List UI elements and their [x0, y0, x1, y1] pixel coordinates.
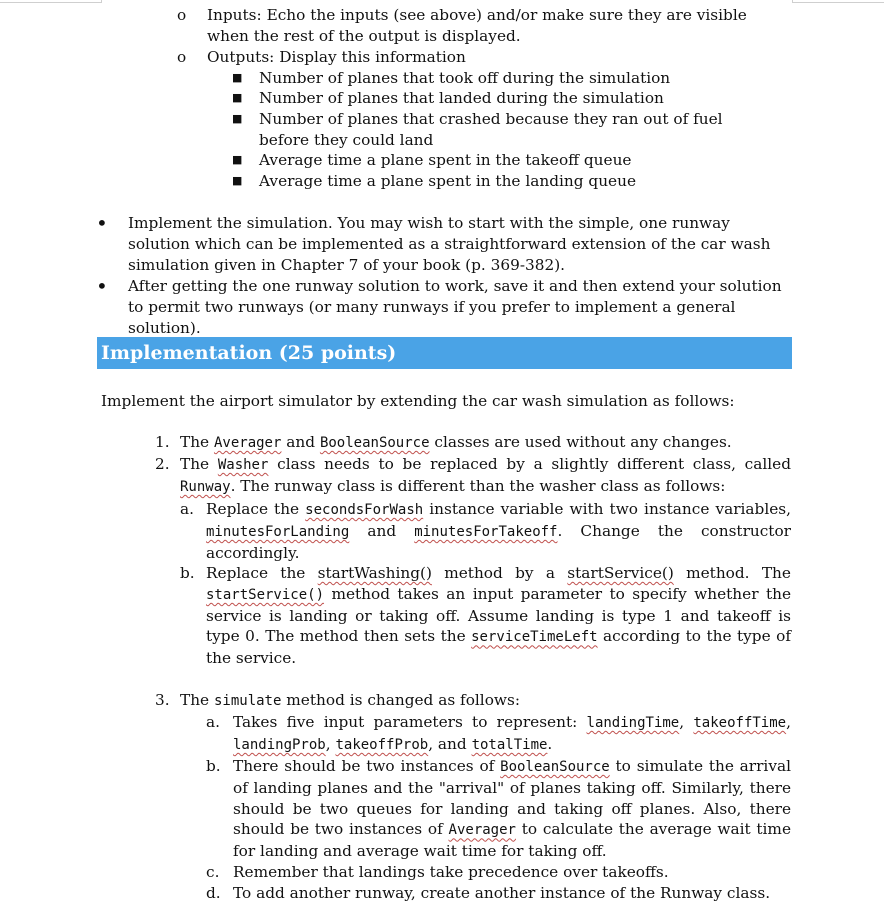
- item-text: Remember that landings take precedence over takeoffs.: [233, 863, 669, 881]
- task-bullet-text: After getting the one runway solution to work, save it and then extend your solution to permit two runways (or many runways if you prefer to implement a general solution).: [128, 277, 782, 337]
- item-text: and: [286, 433, 316, 451]
- method-term: startWashing(): [317, 564, 432, 582]
- sub-item-3d: [206, 883, 791, 904]
- output-item: [232, 150, 772, 171]
- outputs-text: Display this information: [279, 48, 466, 66]
- sub-item-3a: [206, 712, 791, 756]
- task-bullet: [96, 213, 788, 275]
- outputs-label: Outputs:: [207, 48, 275, 66]
- code-term: secondsForWash: [305, 502, 424, 518]
- hollow-circle-bullet-icon: o: [177, 48, 187, 66]
- output-item: [232, 88, 772, 109]
- square-bullet-icon: ■: [232, 153, 243, 166]
- sub-item-marker: b.: [206, 757, 221, 775]
- sub-item-3c: [206, 862, 791, 883]
- item-text: class needs to be replaced by a slightly different class, called: [277, 455, 791, 473]
- item-text: ,: [679, 713, 685, 731]
- item-text: method. The: [686, 564, 791, 582]
- output-item-text: Number of planes that landed during the simulation: [259, 89, 664, 107]
- item-text: to simulate the arrival of landing planes and the "arrival" of planes taking off. Similarly, there should be two queues for landing and taking off planes. Also, there should be two instances of: [233, 757, 791, 839]
- sub-item-marker: d.: [206, 884, 221, 902]
- task-bullet-text: Implement the simulation. You may wish to start with the simple, one runway solution which can be implemented as a straightforward extension of the car wash simulation given in Chapter 7 of your book (p. 369-382).: [128, 214, 771, 274]
- output-item: [232, 68, 772, 89]
- code-term: BooleanSource: [319, 435, 430, 451]
- sub-item-3b: [206, 756, 791, 862]
- item-text: To add another runway, create another instance of the Runway class.: [233, 884, 771, 902]
- square-bullet-icon: ■: [232, 174, 243, 187]
- item-text: .: [547, 734, 553, 753]
- page-corner-mark-left: [0, 0, 102, 3]
- code-term: minutesForTakeoff: [414, 523, 558, 540]
- item-text: instance variable with two instance variables,: [429, 500, 791, 518]
- code-term: landingTime: [586, 715, 680, 731]
- numbered-item-2: [155, 454, 791, 498]
- code-term: serviceTimeLeft: [471, 629, 598, 646]
- numbered-item-1: [155, 432, 795, 454]
- item-text: Takes five input parameters to represent:: [233, 713, 578, 731]
- outputs-bullet: [177, 47, 787, 68]
- item-text: according to the type of the service.: [206, 627, 791, 668]
- numbered-item-3: [155, 690, 795, 712]
- inputs-bullet: [177, 5, 787, 47]
- output-item-text: Number of planes that took off during the simulation: [259, 69, 671, 87]
- code-term: Averager: [213, 435, 282, 451]
- task-bullet: [96, 276, 788, 338]
- sub-item-2b: [180, 563, 791, 669]
- intro-paragraph: Implement the airport simulator by extending the car wash simulation as follows:: [101, 392, 735, 410]
- output-item-text: Average time a plane spent in the landing queue: [259, 172, 637, 190]
- output-item-text: Average time a plane spent in the takeoff queue: [259, 151, 632, 169]
- code-term: startService(): [206, 586, 325, 603]
- code-term: totalTime: [471, 736, 548, 753]
- code-term: BooleanSource: [500, 759, 610, 775]
- item-text: ,: [786, 713, 791, 731]
- code-term: Runway: [180, 478, 231, 495]
- filled-bullet-icon: •: [96, 211, 108, 235]
- item-number: 2.: [155, 455, 170, 473]
- item-text: to calculate the average wait time for landing and average wait time for taking off.: [233, 820, 791, 861]
- item-text: ,: [325, 734, 331, 753]
- sub-item-marker: c.: [206, 863, 220, 881]
- square-bullet-icon: ■: [232, 112, 243, 125]
- code-term: landingProb: [233, 736, 326, 753]
- filled-bullet-icon: •: [96, 274, 108, 298]
- method-term: startService(): [567, 564, 674, 582]
- item-number: 3.: [155, 691, 170, 709]
- sub-item-marker: a.: [180, 500, 194, 518]
- page-corner-mark-right: [792, 0, 884, 3]
- item-text: The: [180, 455, 210, 473]
- item-text: . The runway class is different than the washer class as follows:: [230, 476, 726, 495]
- code-term: Washer: [217, 457, 269, 473]
- item-text: The: [180, 691, 210, 709]
- item-text: There should be two instances of: [233, 757, 495, 775]
- item-text: Replace the: [206, 500, 300, 518]
- item-text: . Change the constructor accordingly.: [206, 521, 791, 562]
- square-bullet-icon: ■: [232, 71, 243, 84]
- code-term: Averager: [448, 822, 516, 839]
- item-text: Replace the: [206, 564, 306, 582]
- item-text: , and: [428, 734, 467, 753]
- code-term: simulate: [213, 693, 282, 709]
- section-heading: Implementation (25 points): [97, 337, 792, 369]
- output-item: [232, 109, 757, 151]
- inputs-text: Echo the inputs (see above) and/or make sure they are visible when the rest of the output is displayed.: [207, 6, 747, 45]
- code-term: takeoffTime: [693, 715, 787, 731]
- code-term: minutesForLanding: [206, 523, 350, 540]
- item-text: method by a: [444, 564, 555, 582]
- item-text: and: [367, 521, 397, 540]
- sub-item-2a: [180, 499, 791, 563]
- item-number: 1.: [155, 433, 170, 451]
- inputs-label: Inputs:: [207, 6, 262, 24]
- sub-item-marker: a.: [206, 713, 220, 731]
- output-item: [232, 171, 772, 192]
- item-text: classes are used without any changes.: [434, 433, 732, 451]
- square-bullet-icon: ■: [232, 91, 243, 104]
- code-term: takeoffProb: [335, 736, 429, 753]
- hollow-circle-bullet-icon: o: [177, 6, 187, 24]
- output-item-text: Number of planes that crashed because they ran out of fuel before they could land: [259, 110, 723, 149]
- sub-item-marker: b.: [180, 564, 195, 582]
- item-text: method is changed as follows:: [286, 691, 521, 709]
- item-text: The: [180, 433, 210, 451]
- item-text: method takes an input parameter to specify whether the service is landing or taking off. Assume landing is type 1 and takeoff is type 0. The method then sets the: [206, 584, 791, 646]
